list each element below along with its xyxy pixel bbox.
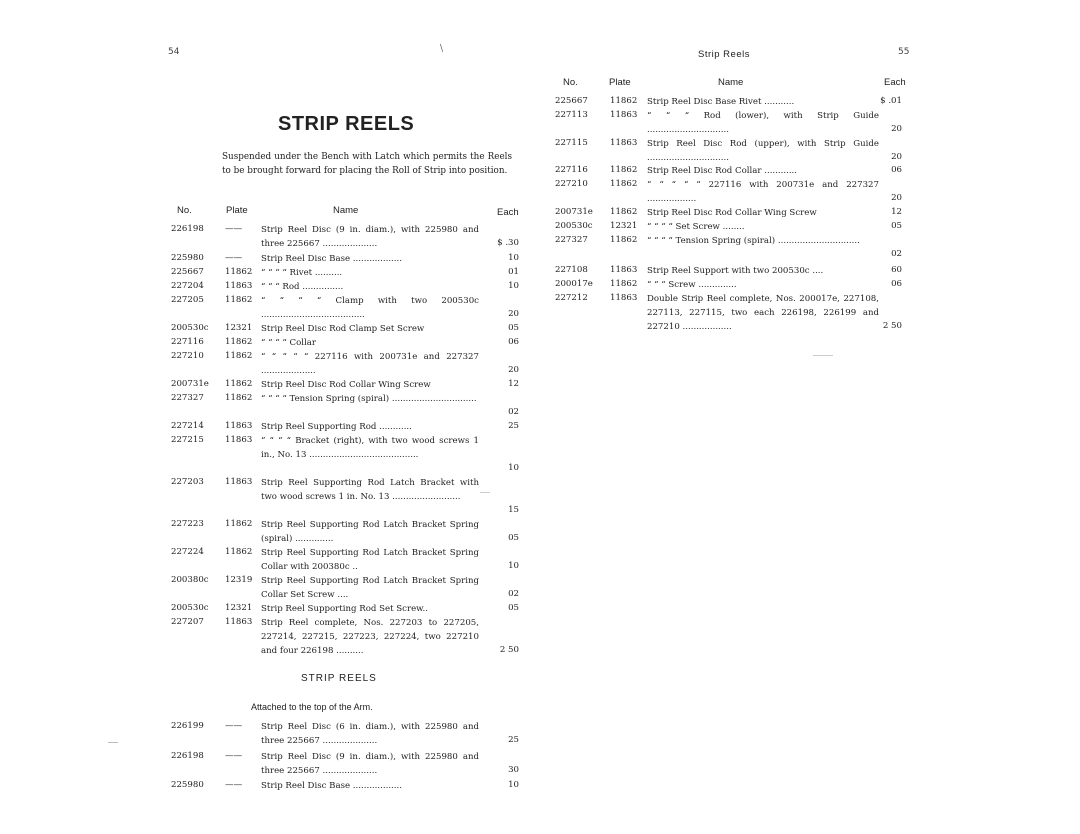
- part-number: 227224: [171, 547, 204, 557]
- unit-price: 20: [891, 152, 902, 163]
- unit-price: 02: [891, 249, 902, 260]
- col-header-each: Each: [497, 207, 519, 218]
- table-row: [555, 109, 902, 137]
- part-name: “ “ “ “ Tension Spring (spiral) ...............................: [261, 394, 477, 404]
- table-row: [171, 350, 519, 378]
- unit-price: 20: [508, 365, 519, 376]
- col-header-each: Each: [884, 77, 906, 88]
- unit-price: $ .01: [880, 96, 902, 106]
- table-row: [171, 420, 519, 434]
- unit-price: 25: [508, 735, 519, 746]
- part-name: “ “ “ “ Set Screw ........: [647, 222, 745, 232]
- part-name: “ “ “ Screw ..............: [647, 280, 737, 290]
- table-row: [555, 220, 902, 234]
- part-name: Strip Reel Disc (9 in. diam.), with 225980 and three 225667 ....................: [261, 752, 479, 777]
- plate-number: 11862: [225, 519, 253, 529]
- plate-number: 11863: [610, 138, 638, 148]
- unit-price: 20: [891, 193, 902, 204]
- table-row: [171, 476, 519, 519]
- plate-number: 12321: [610, 221, 638, 231]
- table-row: [555, 278, 902, 292]
- col-header-no: No.: [563, 77, 578, 88]
- part-number: 227327: [171, 393, 204, 403]
- part-number: 227210: [555, 179, 588, 189]
- unit-price: 10: [508, 780, 519, 790]
- table-row: [171, 720, 519, 748]
- unit-price: 10: [508, 561, 519, 572]
- part-name: Strip Reel Supporting Rod Latch Bracket Spring Collar Set Screw ....: [261, 576, 479, 601]
- part-number: 227116: [171, 337, 204, 347]
- part-name: Strip Reel Supporting Rod Latch Bracket with two wood screws 1 in. No. 13 .........................: [261, 478, 479, 503]
- col-header-name: Name: [333, 205, 359, 216]
- unit-price: 10: [508, 253, 519, 263]
- plate-number: 12319: [225, 575, 253, 585]
- table-row: [171, 616, 519, 659]
- part-name: “ “ “ “ Rivet ..........: [261, 268, 343, 278]
- part-name: Strip Reel Disc (6 in. diam.), with 225980 and three 225667 ....................: [261, 722, 479, 747]
- scan-mark: [108, 742, 118, 743]
- part-name: “ “ “ “ Bracket (right), with two wood screws 1 in., No. 13 ........................................: [261, 436, 479, 461]
- part-name: Strip Reel Disc Rod Collar ............: [647, 166, 798, 176]
- part-name: Strip Reel Supporting Rod Latch Bracket Spring (spiral) ..............: [261, 520, 479, 545]
- part-name: “ “ “ “ Collar: [261, 338, 316, 348]
- page-number: 54: [168, 47, 180, 57]
- plate-number: 11862: [225, 295, 253, 305]
- unit-price: 06: [891, 165, 902, 175]
- intro-paragraph: Suspended under the Bench with Latch which permits the Reels to be brought forward for placing the Roll of Strip into position.: [222, 152, 512, 176]
- plate-number: 12321: [225, 603, 253, 613]
- table-row: [171, 392, 519, 420]
- part-name: Strip Reel Disc Rod Clamp Set Screw: [261, 324, 425, 334]
- plate-number: 11863: [225, 477, 253, 487]
- table-row: [171, 779, 519, 793]
- col-header-plate: Plate: [609, 77, 631, 88]
- part-name: “ “ “ “ Clamp with two 200530c ......................................: [261, 296, 479, 321]
- unit-price: 10: [508, 463, 519, 474]
- plate-number: 11862: [225, 351, 253, 361]
- part-number: 226198: [171, 751, 204, 761]
- table-row: [171, 518, 519, 546]
- plate-number: 11863: [225, 435, 253, 445]
- plate-number: 11863: [225, 281, 253, 291]
- plate-number: ——: [225, 721, 243, 731]
- table-row: [171, 378, 519, 392]
- right-page: [540, 0, 1080, 834]
- part-number: 227205: [171, 295, 204, 305]
- part-name: Strip Reel Supporting Rod ............: [261, 422, 412, 432]
- part-number: 200731e: [555, 207, 593, 217]
- part-name: Strip Reel Support with two 200530c ....: [647, 266, 824, 276]
- part-name: “ “ “ “ Tension Spring (spiral) ..............................: [647, 236, 860, 246]
- part-name: Strip Reel Disc Base ..................: [261, 781, 402, 791]
- part-name: Strip Reel Supporting Rod Latch Bracket Spring Collar with 200380c ..: [261, 548, 479, 573]
- plate-number: 11863: [610, 110, 638, 120]
- unit-price: 05: [508, 533, 519, 544]
- plate-number: 11863: [225, 421, 253, 431]
- part-name: Strip Reel Disc Rod (upper), with Strip Guide ..............................: [647, 139, 879, 164]
- unit-price: 15: [508, 505, 519, 516]
- unit-price: 05: [508, 323, 519, 333]
- table-row: [555, 292, 902, 335]
- unit-price: 2 50: [499, 645, 519, 656]
- part-number: 226198: [171, 224, 204, 234]
- col-header-no: No.: [177, 205, 192, 216]
- table-row: [171, 546, 519, 574]
- part-number: 200731e: [171, 379, 209, 389]
- part-number: 227203: [171, 477, 204, 487]
- part-number: 225980: [171, 253, 204, 263]
- part-name: Strip Reel Disc Rod Collar Wing Screw: [261, 380, 431, 390]
- plate-number: ——: [225, 780, 243, 790]
- plate-number: 11862: [610, 279, 638, 289]
- part-number: 227207: [171, 617, 204, 627]
- unit-price: 02: [508, 589, 519, 600]
- plate-number: 11862: [225, 393, 253, 403]
- table-row: [171, 294, 519, 322]
- unit-price: 20: [508, 309, 519, 320]
- plate-number: 11862: [610, 207, 638, 217]
- table-row: [171, 280, 519, 294]
- table-row: [555, 264, 902, 278]
- table-row: [555, 137, 902, 165]
- plate-number: 11862: [610, 165, 638, 175]
- unit-price: 06: [508, 337, 519, 347]
- scan-mark: \: [440, 44, 444, 54]
- part-name: Strip Reel Disc Rod Collar Wing Screw: [647, 208, 817, 218]
- part-number: 227204: [171, 281, 204, 291]
- part-number: 227327: [555, 235, 588, 245]
- unit-price: 60: [891, 265, 902, 275]
- part-number: 200530c: [555, 221, 593, 231]
- plate-number: ——: [225, 751, 243, 761]
- plate-number: 11862: [225, 337, 253, 347]
- table-row: [171, 266, 519, 280]
- section-title: STRIP REELS: [301, 673, 377, 684]
- col-header-name: Name: [718, 77, 744, 88]
- table-row: [171, 252, 519, 266]
- plate-number: ——: [225, 224, 243, 234]
- plate-number: 11863: [610, 293, 638, 303]
- part-name: “ “ “ “ “ 227116 with 200731e and 227327 ..................: [647, 180, 879, 205]
- part-number: 227212: [555, 293, 588, 303]
- part-number: 225667: [171, 267, 204, 277]
- part-number: 200017e: [555, 279, 593, 289]
- plate-number: 11862: [225, 267, 253, 277]
- table-row: [171, 750, 519, 778]
- unit-price: 02: [508, 407, 519, 418]
- unit-price: 2 50: [882, 321, 902, 332]
- unit-price: 12: [508, 379, 519, 389]
- part-name: Strip Reel complete, Nos. 227203 to 227205, 227214, 227215, 227223, 227224, two 227210 and four 226198 ..........: [261, 618, 479, 657]
- section-subtitle: Attached to the top of the Arm.: [251, 702, 373, 712]
- part-number: 227115: [555, 138, 588, 148]
- table-row: [555, 164, 902, 178]
- unit-price: 05: [891, 221, 902, 231]
- part-number: 227210: [171, 351, 204, 361]
- plate-number: 11862: [225, 547, 253, 557]
- part-number: 200380c: [171, 575, 209, 585]
- part-name: Strip Reel Disc Base Rivet ...........: [647, 97, 795, 107]
- plate-number: 11862: [225, 379, 253, 389]
- unit-price: 25: [508, 421, 519, 431]
- part-name: Strip Reel Disc (9 in. diam.), with 225980 and three 225667 ....................: [261, 225, 479, 250]
- table-row: [555, 95, 902, 109]
- unit-price: 20: [891, 124, 902, 135]
- table-row: [171, 223, 519, 251]
- part-number: 227113: [555, 110, 588, 120]
- part-number: 227108: [555, 265, 588, 275]
- col-header-plate: Plate: [226, 205, 248, 216]
- part-number: 225980: [171, 780, 204, 790]
- table-row: [555, 178, 902, 206]
- part-number: 227214: [171, 421, 204, 431]
- part-name: Double Strip Reel complete, Nos. 200017e, 227108, 227113, 227115, two each 226198, 226199 and 227210 ..................: [647, 294, 879, 333]
- table-row: [171, 602, 519, 616]
- part-number: 200530c: [171, 603, 209, 613]
- plate-number: 11863: [225, 617, 253, 627]
- unit-price: 01: [508, 267, 519, 277]
- part-number: 200530c: [171, 323, 209, 333]
- part-name: Strip Reel Supporting Rod Set Screw..: [261, 604, 428, 614]
- page-number: 55: [898, 47, 910, 57]
- part-name: “ “ “ Rod (lower), with Strip Guide ..............................: [647, 111, 879, 136]
- unit-price: 10: [508, 281, 519, 291]
- table-row: [555, 234, 902, 262]
- part-number: 225667: [555, 96, 588, 106]
- part-name: “ “ “ “ “ 227116 with 200731e and 227327 ....................: [261, 352, 479, 377]
- part-name: Strip Reel Disc Base ..................: [261, 254, 402, 264]
- plate-number: 11862: [610, 179, 638, 189]
- plate-number: 11862: [610, 235, 638, 245]
- unit-price: 30: [508, 765, 519, 776]
- unit-price: 12: [891, 207, 902, 217]
- table-row: [171, 434, 519, 477]
- table-row: [171, 574, 519, 602]
- page-title: STRIP REELS: [278, 113, 415, 135]
- part-number: 226199: [171, 721, 204, 731]
- scan-mark: [813, 355, 833, 356]
- table-row: [171, 336, 519, 350]
- part-number: 227215: [171, 435, 204, 445]
- plate-number: ——: [225, 253, 243, 263]
- part-number: 227223: [171, 519, 204, 529]
- plate-number: 12321: [225, 323, 253, 333]
- plate-number: 11862: [610, 96, 638, 106]
- plate-number: 11863: [610, 265, 638, 275]
- part-name: “ “ “ Rod ...............: [261, 282, 344, 292]
- table-row: [555, 206, 902, 220]
- running-head: Strip Reels: [698, 49, 750, 60]
- unit-price: 06: [891, 279, 902, 289]
- unit-price: $ .30: [497, 238, 519, 249]
- rule: [480, 492, 490, 493]
- unit-price: 05: [508, 603, 519, 613]
- table-row: [171, 322, 519, 336]
- part-number: 227116: [555, 165, 588, 175]
